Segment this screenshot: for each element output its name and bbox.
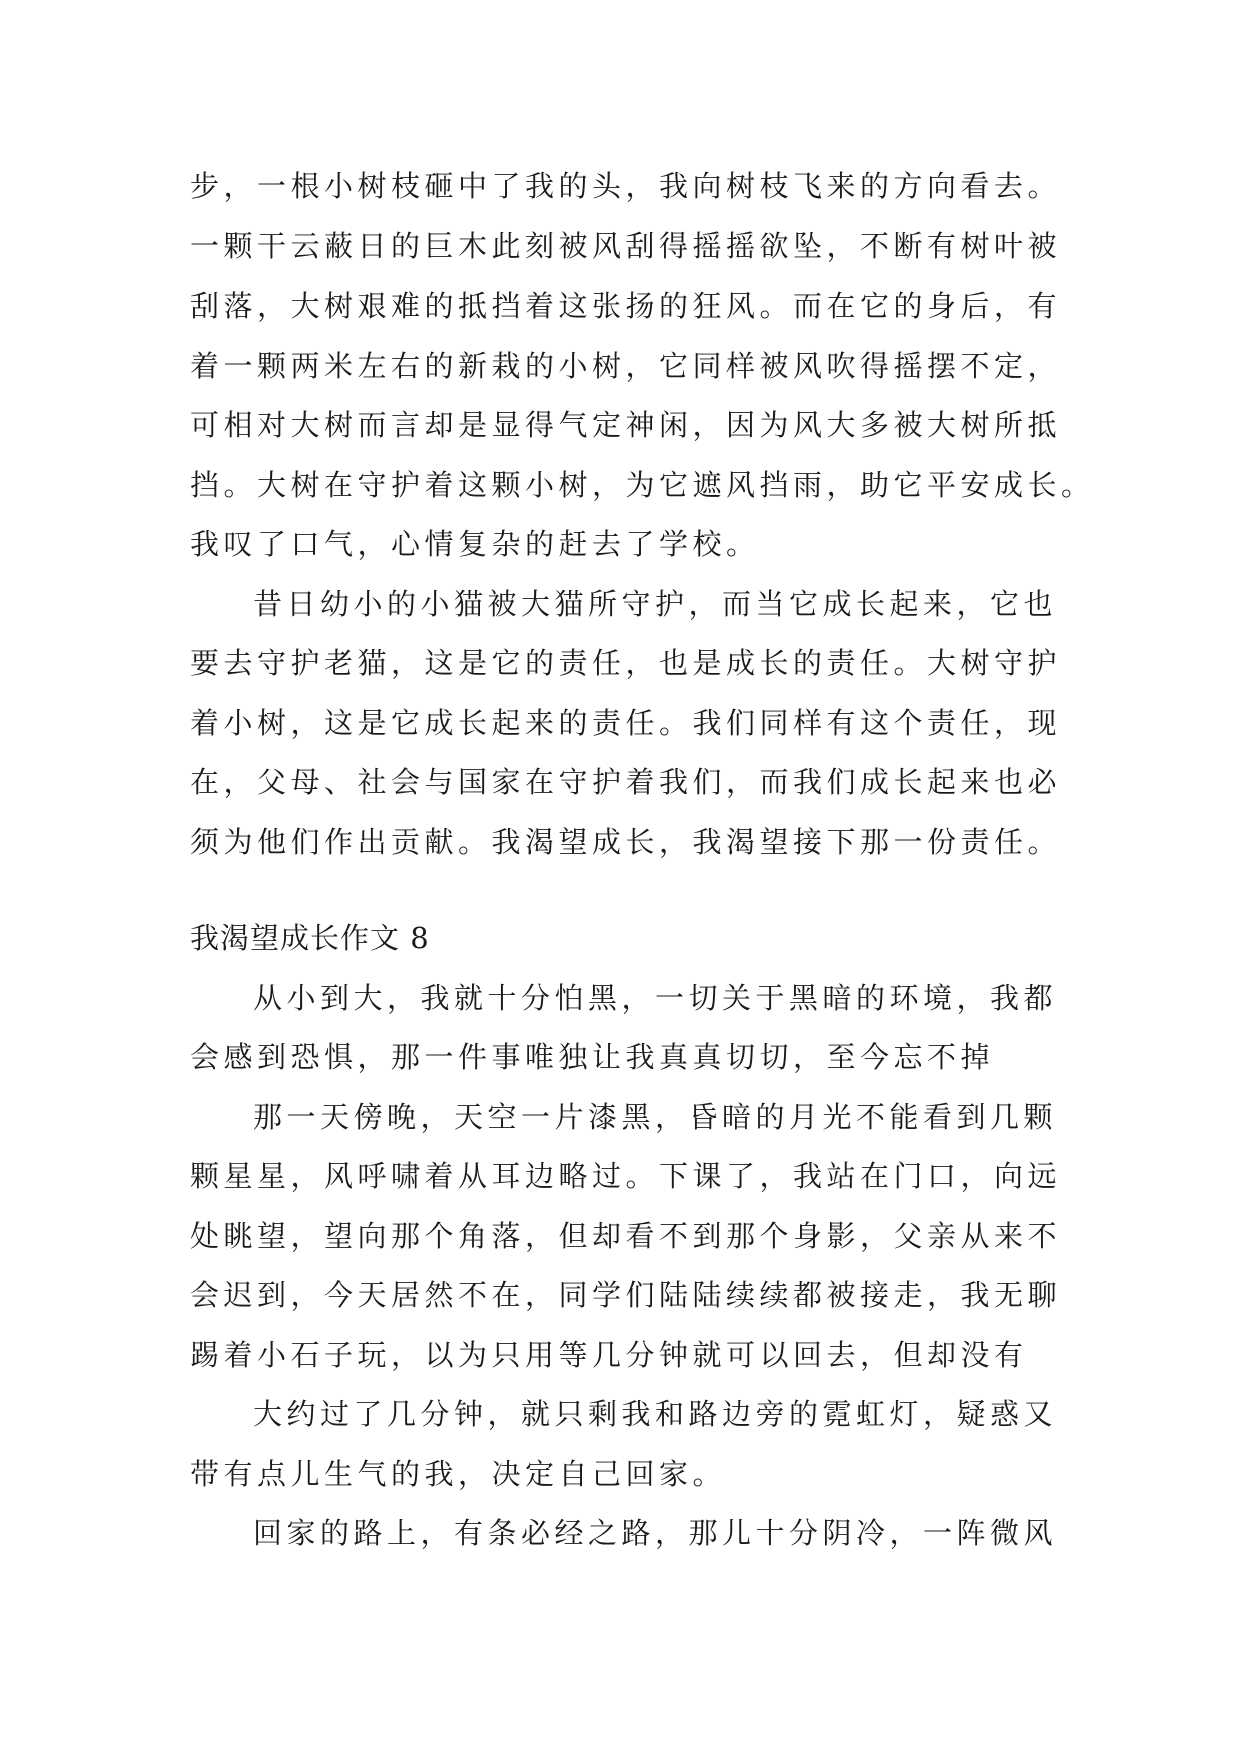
text-line: 要去守护老猫，这是它的责任，也是成长的责任。大树守护	[190, 646, 1062, 680]
text-line: 刮落，大树艰难的抵挡着这张扬的狂风。而在它的身后，有	[190, 289, 1062, 323]
text-line: 带有点儿生气的我，决定自己回家。	[190, 1457, 727, 1491]
text-line: 颗星星，风呼啸着从耳边略过。下课了，我站在门口，向远	[190, 1159, 1062, 1193]
text-line: 那一天傍晚，天空一片漆黑，昏暗的月光不能看到几颗	[253, 1100, 1058, 1134]
text-line: 昔日幼小的小猫被大猫所守护，而当它成长起来，它也	[253, 587, 1058, 621]
text-line: 踢着小石子玩，以为只用等几分钟就可以回去，但却没有	[190, 1338, 1028, 1372]
text-line: 大约过了几分钟，就只剩我和路边旁的霓虹灯，疑惑又	[253, 1397, 1058, 1431]
text-line: 回家的路上，有条必经之路，那儿十分阴冷，一阵微风	[253, 1516, 1058, 1550]
text-line: 须为他们作出贡献。我渴望成长，我渴望接下那一份责任。	[190, 825, 1062, 859]
text-line: 着一颗两米左右的新栽的小树，它同样被风吹得摇摆不定，	[190, 349, 1062, 383]
text-line: 着小树，这是它成长起来的责任。我们同样有这个责任，现	[190, 706, 1062, 740]
text-line: 会感到恐惧，那一件事唯独让我真真切切，至今忘不掉	[190, 1040, 995, 1074]
text-line: 我叹了口气，心情复杂的赶去了学校。	[190, 527, 760, 561]
text-line: 步，一根小树枝砸中了我的头，我向树枝飞来的方向看去。	[190, 169, 1062, 203]
text-line: 可相对大树而言却是显得气定神闲，因为风大多被大树所抵	[190, 408, 1062, 442]
section-title: 我渴望成长作文 8	[190, 921, 430, 955]
text-line: 会迟到，今天居然不在，同学们陆陆续续都被接走，我无聊	[190, 1278, 1062, 1312]
text-line: 从小到大，我就十分怕黑，一切关于黑暗的环境，我都	[253, 981, 1058, 1015]
text-line: 一颗干云蔽日的巨木此刻被风刮得摇摇欲坠，不断有树叶被	[190, 229, 1062, 263]
text-line: 挡。大树在守护着这颗小树，为它遮风挡雨，助它平安成长。	[190, 468, 1095, 502]
text-line: 在，父母、社会与国家在守护着我们，而我们成长起来也必	[190, 765, 1062, 799]
text-line: 处眺望，望向那个角落，但却看不到那个身影，父亲从来不	[190, 1219, 1062, 1253]
